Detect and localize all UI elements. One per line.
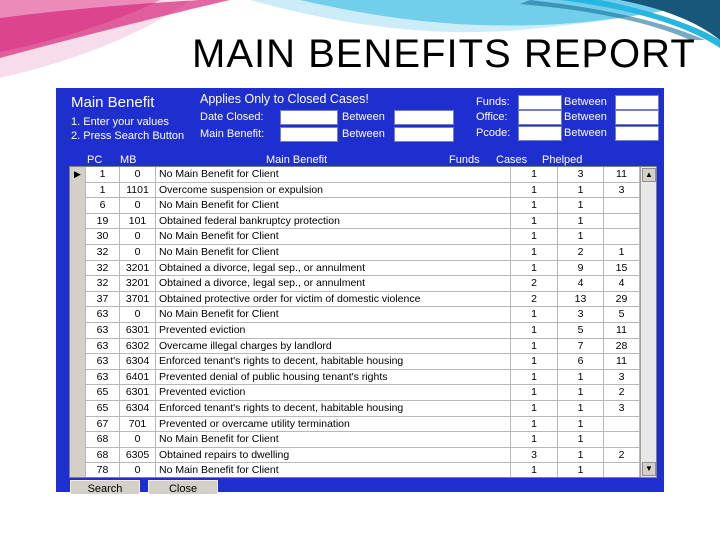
record-selector[interactable] bbox=[70, 276, 86, 292]
cell-mb: 1101 bbox=[120, 183, 156, 199]
cell-phelped: 11 bbox=[604, 354, 640, 370]
cell-pc: 68 bbox=[86, 432, 120, 448]
cell-cases: 1 bbox=[558, 214, 604, 230]
cell-mb: 701 bbox=[120, 417, 156, 433]
cell-pc: 32 bbox=[86, 276, 120, 292]
cell-pc: 6 bbox=[86, 198, 120, 214]
cell-funds: 1 bbox=[511, 245, 558, 261]
cell-mb: 0 bbox=[120, 167, 156, 183]
record-pointer-icon[interactable]: ▶ bbox=[70, 167, 86, 183]
cell-funds: 3 bbox=[511, 448, 558, 464]
record-selector[interactable] bbox=[70, 463, 86, 478]
column-header-phelped: Phelped bbox=[542, 154, 583, 166]
cell-mb: 6304 bbox=[120, 354, 156, 370]
pcode-between-label: Between bbox=[564, 127, 607, 139]
cell-main-benefit: Prevented or overcame utility termination bbox=[156, 417, 511, 433]
pcode-from-input[interactable] bbox=[518, 126, 562, 141]
cell-funds: 1 bbox=[511, 417, 558, 433]
cell-mb: 0 bbox=[120, 229, 156, 245]
funds-label: Funds: bbox=[476, 96, 510, 108]
record-selector[interactable] bbox=[70, 307, 86, 323]
column-header-main-benefit: Main Benefit bbox=[266, 154, 328, 166]
cell-cases: 1 bbox=[558, 401, 604, 417]
table-row[interactable] bbox=[70, 167, 640, 183]
cell-phelped: 3 bbox=[604, 401, 640, 417]
cell-pc: 63 bbox=[86, 339, 120, 355]
cell-main-benefit: No Main Benefit for Client bbox=[156, 245, 511, 261]
cell-mb: 6401 bbox=[120, 370, 156, 386]
cell-phelped: 3 bbox=[604, 370, 640, 386]
close-button[interactable]: Close bbox=[148, 480, 218, 494]
main-benefit-to-input[interactable] bbox=[394, 127, 454, 142]
table-row[interactable] bbox=[70, 229, 640, 245]
cell-cases: 9 bbox=[558, 261, 604, 277]
record-selector[interactable] bbox=[70, 417, 86, 433]
table-row[interactable] bbox=[70, 183, 640, 199]
vertical-scrollbar[interactable] bbox=[640, 167, 656, 478]
date-closed-between-label: Between bbox=[342, 111, 385, 123]
cell-cases: 1 bbox=[558, 198, 604, 214]
table-row[interactable] bbox=[70, 417, 640, 433]
cell-phelped: 2 bbox=[604, 385, 640, 401]
cell-funds: 1 bbox=[511, 339, 558, 355]
cell-phelped: 28 bbox=[604, 339, 640, 355]
cell-funds: 1 bbox=[511, 463, 558, 478]
cell-cases: 6 bbox=[558, 354, 604, 370]
record-selector[interactable] bbox=[70, 432, 86, 448]
table-row[interactable] bbox=[70, 261, 640, 277]
record-selector[interactable] bbox=[70, 245, 86, 261]
cell-pc: 67 bbox=[86, 417, 120, 433]
cell-funds: 1 bbox=[511, 385, 558, 401]
cell-cases: 1 bbox=[558, 183, 604, 199]
cell-mb: 6302 bbox=[120, 339, 156, 355]
table-row[interactable] bbox=[70, 432, 640, 448]
cell-funds: 2 bbox=[511, 292, 558, 308]
cell-main-benefit: Obtained repairs to dwelling bbox=[156, 448, 511, 464]
record-selector[interactable] bbox=[70, 229, 86, 245]
table-row[interactable] bbox=[70, 354, 640, 370]
table-row[interactable] bbox=[70, 385, 640, 401]
cell-funds: 1 bbox=[511, 432, 558, 448]
cell-pc: 37 bbox=[86, 292, 120, 308]
cell-pc: 68 bbox=[86, 448, 120, 464]
table-row[interactable] bbox=[70, 370, 640, 386]
cell-phelped: 29 bbox=[604, 292, 640, 308]
cell-cases: 1 bbox=[558, 370, 604, 386]
funds-from-input[interactable] bbox=[518, 95, 562, 110]
table-row[interactable] bbox=[70, 245, 640, 261]
record-selector[interactable] bbox=[70, 385, 86, 401]
table-row[interactable] bbox=[70, 292, 640, 308]
date-closed-to-input[interactable] bbox=[394, 110, 454, 125]
cell-mb: 6301 bbox=[120, 323, 156, 339]
cell-cases: 3 bbox=[558, 307, 604, 323]
record-selector[interactable] bbox=[70, 323, 86, 339]
results-rows bbox=[70, 167, 640, 478]
table-row[interactable] bbox=[70, 307, 640, 323]
cell-mb: 0 bbox=[120, 307, 156, 323]
scroll-down-icon[interactable]: ▼ bbox=[642, 462, 656, 476]
cell-main-benefit: Obtained protective order for victim of domestic violence bbox=[156, 292, 511, 308]
record-selector[interactable] bbox=[70, 354, 86, 370]
cell-mb: 0 bbox=[120, 245, 156, 261]
column-header-funds: Funds bbox=[449, 154, 480, 166]
cell-main-benefit: No Main Benefit for Client bbox=[156, 307, 511, 323]
office-between-label: Between bbox=[564, 111, 607, 123]
cell-cases: 1 bbox=[558, 417, 604, 433]
table-row[interactable] bbox=[70, 463, 640, 478]
scroll-up-icon[interactable]: ▲ bbox=[642, 168, 656, 182]
cell-main-benefit: Prevented eviction bbox=[156, 323, 511, 339]
record-selector[interactable] bbox=[70, 214, 86, 230]
cell-pc: 1 bbox=[86, 167, 120, 183]
cell-pc: 63 bbox=[86, 323, 120, 339]
cell-pc: 32 bbox=[86, 261, 120, 277]
cell-phelped: 11 bbox=[604, 167, 640, 183]
cell-main-benefit: Overcome suspension or expulsion bbox=[156, 183, 511, 199]
cell-mb: 0 bbox=[120, 198, 156, 214]
office-to-input[interactable] bbox=[615, 110, 659, 125]
column-header-pc: PC bbox=[87, 154, 103, 166]
cell-mb: 6304 bbox=[120, 401, 156, 417]
cell-main-benefit: No Main Benefit for Client bbox=[156, 463, 511, 478]
cell-phelped: 11 bbox=[604, 323, 640, 339]
table-row[interactable] bbox=[70, 276, 640, 292]
cell-cases: 1 bbox=[558, 432, 604, 448]
cell-main-benefit: Enforced tenant's rights to decent, habitable housing bbox=[156, 354, 511, 370]
cell-funds: 1 bbox=[511, 167, 558, 183]
cell-mb: 101 bbox=[120, 214, 156, 230]
cell-funds: 2 bbox=[511, 276, 558, 292]
cell-pc: 63 bbox=[86, 370, 120, 386]
main-benefit-form bbox=[56, 88, 664, 492]
cell-main-benefit: Enforced tenant's rights to decent, habitable housing bbox=[156, 401, 511, 417]
cell-main-benefit: Prevented eviction bbox=[156, 385, 511, 401]
cell-funds: 1 bbox=[511, 229, 558, 245]
cell-pc: 65 bbox=[86, 401, 120, 417]
cell-cases: 7 bbox=[558, 339, 604, 355]
cell-main-benefit: Obtained a divorce, legal sep., or annulment bbox=[156, 276, 511, 292]
cell-funds: 1 bbox=[511, 401, 558, 417]
cell-funds: 1 bbox=[511, 370, 558, 386]
cell-phelped: 4 bbox=[604, 276, 640, 292]
search-button[interactable]: Search bbox=[70, 480, 140, 494]
page-title: MAIN BENEFITS REPORT bbox=[192, 32, 696, 76]
cell-mb: 3201 bbox=[120, 276, 156, 292]
cell-phelped bbox=[604, 229, 640, 245]
record-selector[interactable] bbox=[70, 292, 86, 308]
cell-cases: 2 bbox=[558, 245, 604, 261]
office-from-input[interactable] bbox=[518, 110, 562, 125]
date-closed-from-input[interactable] bbox=[280, 110, 338, 125]
cell-main-benefit: No Main Benefit for Client bbox=[156, 432, 511, 448]
cell-pc: 65 bbox=[86, 385, 120, 401]
cell-cases: 13 bbox=[558, 292, 604, 308]
pcode-to-input[interactable] bbox=[615, 126, 659, 141]
record-selector[interactable] bbox=[70, 370, 86, 386]
cell-pc: 63 bbox=[86, 307, 120, 323]
date-closed-label: Date Closed: bbox=[200, 111, 264, 123]
cell-cases: 1 bbox=[558, 448, 604, 464]
cell-cases: 1 bbox=[558, 385, 604, 401]
table-row[interactable] bbox=[70, 339, 640, 355]
table-row[interactable] bbox=[70, 214, 640, 230]
record-selector[interactable] bbox=[70, 401, 86, 417]
main-benefit-from-input[interactable] bbox=[280, 127, 338, 142]
cell-cases: 1 bbox=[558, 229, 604, 245]
cell-cases: 3 bbox=[558, 167, 604, 183]
cell-mb: 3201 bbox=[120, 261, 156, 277]
cell-mb: 6301 bbox=[120, 385, 156, 401]
record-selector[interactable] bbox=[70, 183, 86, 199]
cell-main-benefit: Overcame illegal charges by landlord bbox=[156, 339, 511, 355]
record-selector[interactable] bbox=[70, 198, 86, 214]
funds-between-label: Between bbox=[564, 96, 607, 108]
instruction-1: 1. Enter your values bbox=[71, 116, 169, 128]
cell-cases: 1 bbox=[558, 463, 604, 478]
cell-pc: 78 bbox=[86, 463, 120, 478]
table-row[interactable] bbox=[70, 401, 640, 417]
closed-cases-notice: Applies Only to Closed Cases! bbox=[200, 92, 369, 106]
cell-main-benefit: Prevented denial of public housing tenant's rights bbox=[156, 370, 511, 386]
results-grid[interactable] bbox=[69, 166, 657, 478]
table-row[interactable] bbox=[70, 198, 640, 214]
instruction-2: 2. Press Search Button bbox=[71, 130, 185, 142]
cell-phelped bbox=[604, 214, 640, 230]
main-benefit-between-label: Between bbox=[342, 128, 385, 140]
cell-funds: 1 bbox=[511, 323, 558, 339]
cell-main-benefit: No Main Benefit for Client bbox=[156, 198, 511, 214]
cell-phelped: 5 bbox=[604, 307, 640, 323]
cell-mb: 0 bbox=[120, 432, 156, 448]
cell-funds: 1 bbox=[511, 354, 558, 370]
cell-main-benefit: No Main Benefit for Client bbox=[156, 229, 511, 245]
cell-phelped: 2 bbox=[604, 448, 640, 464]
table-row[interactable] bbox=[70, 323, 640, 339]
main-benefit-filter-label: Main Benefit: bbox=[200, 128, 265, 140]
cell-pc: 32 bbox=[86, 245, 120, 261]
cell-pc: 19 bbox=[86, 214, 120, 230]
cell-phelped: 15 bbox=[604, 261, 640, 277]
column-header-mb: MB bbox=[120, 154, 137, 166]
office-label: Office: bbox=[476, 111, 508, 123]
cell-funds: 1 bbox=[511, 307, 558, 323]
table-row[interactable] bbox=[70, 448, 640, 464]
cell-cases: 4 bbox=[558, 276, 604, 292]
record-selector[interactable] bbox=[70, 339, 86, 355]
cell-phelped bbox=[604, 417, 640, 433]
cell-cases: 5 bbox=[558, 323, 604, 339]
cell-phelped: 3 bbox=[604, 183, 640, 199]
cell-phelped bbox=[604, 463, 640, 478]
pcode-label: Pcode: bbox=[476, 127, 511, 139]
cell-mb: 3701 bbox=[120, 292, 156, 308]
record-selector[interactable] bbox=[70, 448, 86, 464]
cell-phelped bbox=[604, 198, 640, 214]
form-header: Main Benefit bbox=[71, 94, 155, 111]
column-header-cases: Cases bbox=[496, 154, 528, 166]
cell-main-benefit: Obtained federal bankruptcy protection bbox=[156, 214, 511, 230]
cell-pc: 1 bbox=[86, 183, 120, 199]
cell-mb: 6305 bbox=[120, 448, 156, 464]
cell-funds: 1 bbox=[511, 214, 558, 230]
cell-main-benefit: No Main Benefit for Client bbox=[156, 167, 511, 183]
funds-to-input[interactable] bbox=[615, 95, 659, 110]
cell-funds: 1 bbox=[511, 198, 558, 214]
cell-mb: 0 bbox=[120, 463, 156, 478]
cell-main-benefit: Obtained a divorce, legal sep., or annulment bbox=[156, 261, 511, 277]
record-selector[interactable] bbox=[70, 261, 86, 277]
cell-pc: 63 bbox=[86, 354, 120, 370]
cell-phelped bbox=[604, 432, 640, 448]
cell-funds: 1 bbox=[511, 261, 558, 277]
cell-funds: 1 bbox=[511, 183, 558, 199]
cell-phelped: 1 bbox=[604, 245, 640, 261]
cell-pc: 30 bbox=[86, 229, 120, 245]
